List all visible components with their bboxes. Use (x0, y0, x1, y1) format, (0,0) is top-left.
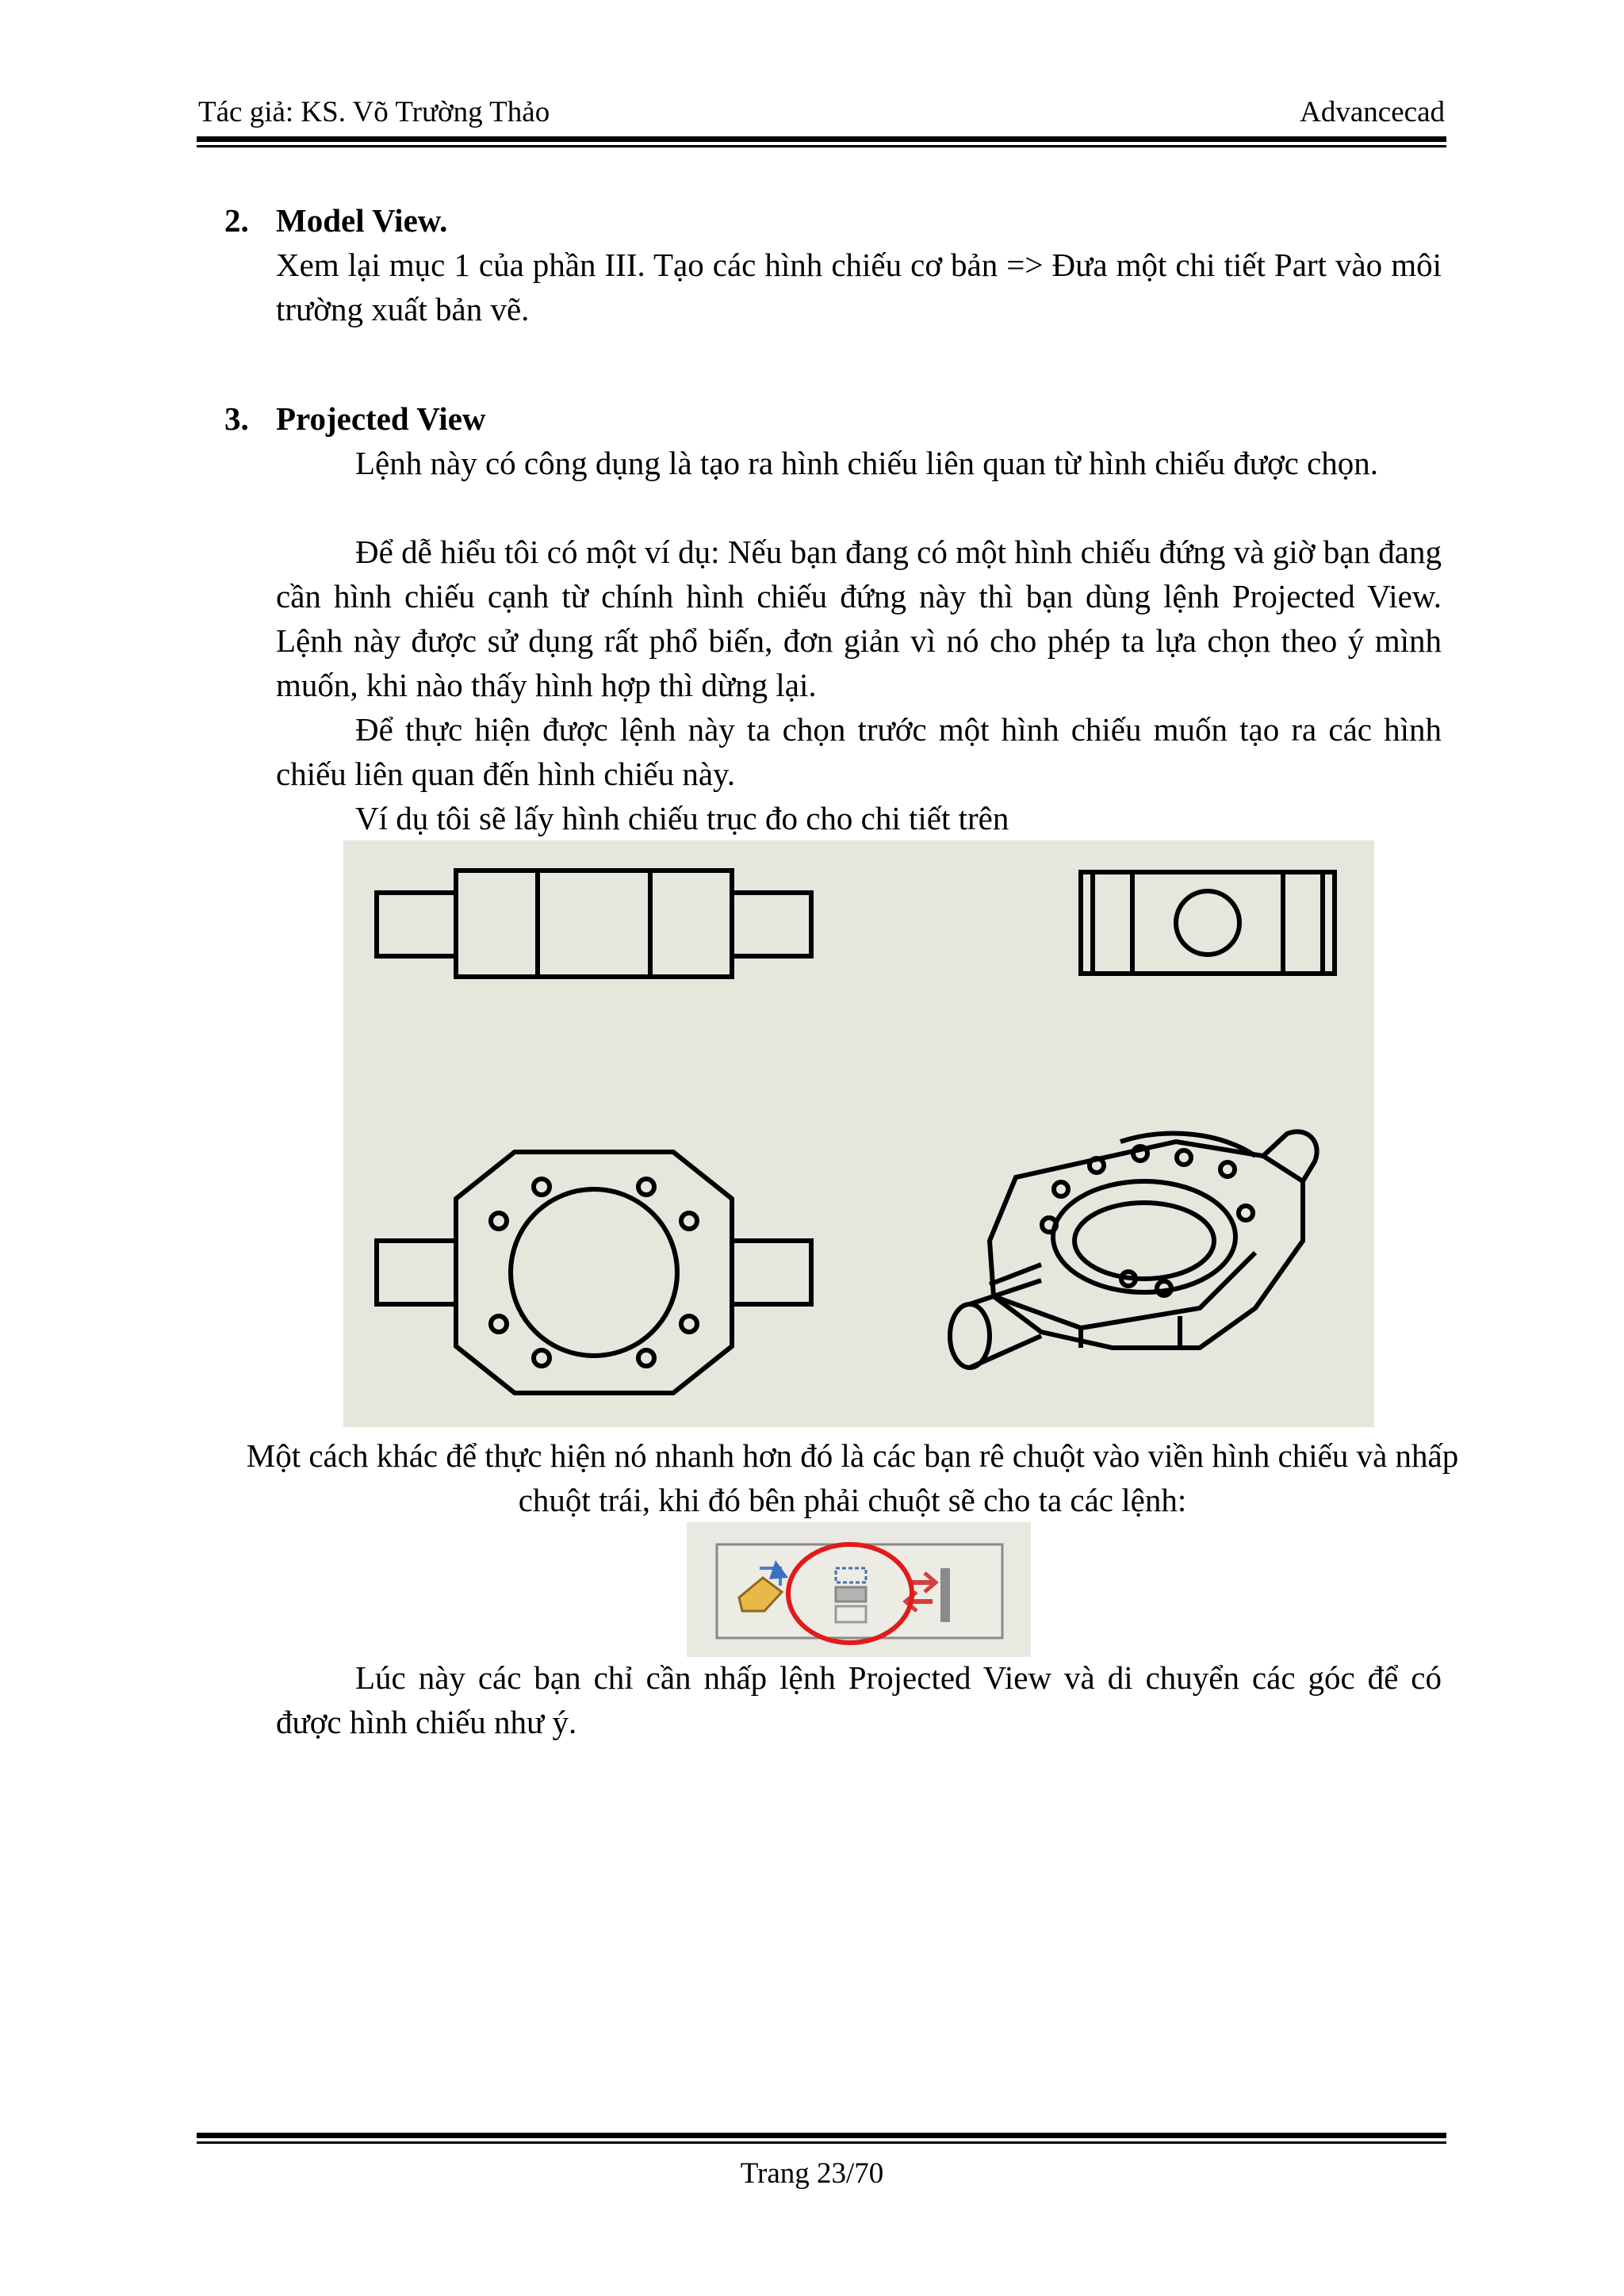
section-2-title: Model View. (276, 202, 448, 239)
header-brand: Advancecad (1300, 96, 1445, 128)
header-rule-thin (197, 145, 1446, 147)
drawing-views-figure (343, 840, 1374, 1427)
section-3-paragraph-4: Ví dụ tôi sẽ lấy hình chiếu trục đo cho chi tiết trên (355, 800, 1009, 836)
footer-rule-thick (197, 2133, 1446, 2138)
section-3-paragraph-6: Lúc này các bạn chỉ cần nhấp lệnh Projected View và di chuyển các góc để có được hình chiếu như ý. (276, 1659, 1442, 1740)
section-2-heading (224, 198, 447, 243)
header-author: Tác giả: KS. Võ Trường Thảo (198, 96, 550, 128)
section-3-number: 3. (224, 400, 249, 437)
front-view-shaft (377, 871, 811, 977)
section-3-heading (224, 396, 486, 441)
toolbar-svg (687, 1522, 1031, 1657)
section-2-number: 2. (224, 202, 249, 239)
top-view-flange (377, 1152, 811, 1393)
side-view (1081, 872, 1335, 974)
header-rule-thick (197, 136, 1446, 142)
isometric-view (950, 1131, 1317, 1368)
section-3-paragraph-5: Một cách khác để thực hiện nó nhanh hơn đó là các bạn rê chuột vào viền hình chiếu và nhấp chuột trái, khi đó bên phải chuột sẽ cho ta các lệnh: (246, 1437, 1459, 1518)
section-3-paragraph-2: Để dễ hiểu tôi có một ví dụ: Nếu bạn đang có một hình chiếu đứng và giờ bạn đang cần hình chiếu cạnh từ chính hình chiếu đứng này thì bạn dùng lệnh Projected View. Lệnh này được sử dụng rất phổ biến, đơn giản vì nó cho phép ta lựa chọn theo ý mình muốn, khi nào thấy hình hợp thì dừng lại. (276, 534, 1442, 703)
footer-rule-thin (197, 2141, 1446, 2144)
page-number: Trang 23/70 (740, 2157, 884, 2190)
toolbar-figure (687, 1522, 1031, 1657)
section-3-paragraph-1: Lệnh này có công dụng là tạo ra hình chiếu liên quan từ hình chiếu được chọn. (355, 445, 1379, 481)
section-2-body: Xem lại mục 1 của phần III. Tạo các hình chiếu cơ bản => Đưa một chi tiết Part vào môi trường xuất bản vẽ. (276, 247, 1442, 327)
section-3-title: Projected View (276, 400, 486, 437)
drawing-views-svg (343, 840, 1374, 1427)
section-3-paragraph-3: Để thực hiện được lệnh này ta chọn trước một hình chiếu muốn tạo ra các hình chiếu liên quan đến hình chiếu này. (276, 711, 1442, 792)
